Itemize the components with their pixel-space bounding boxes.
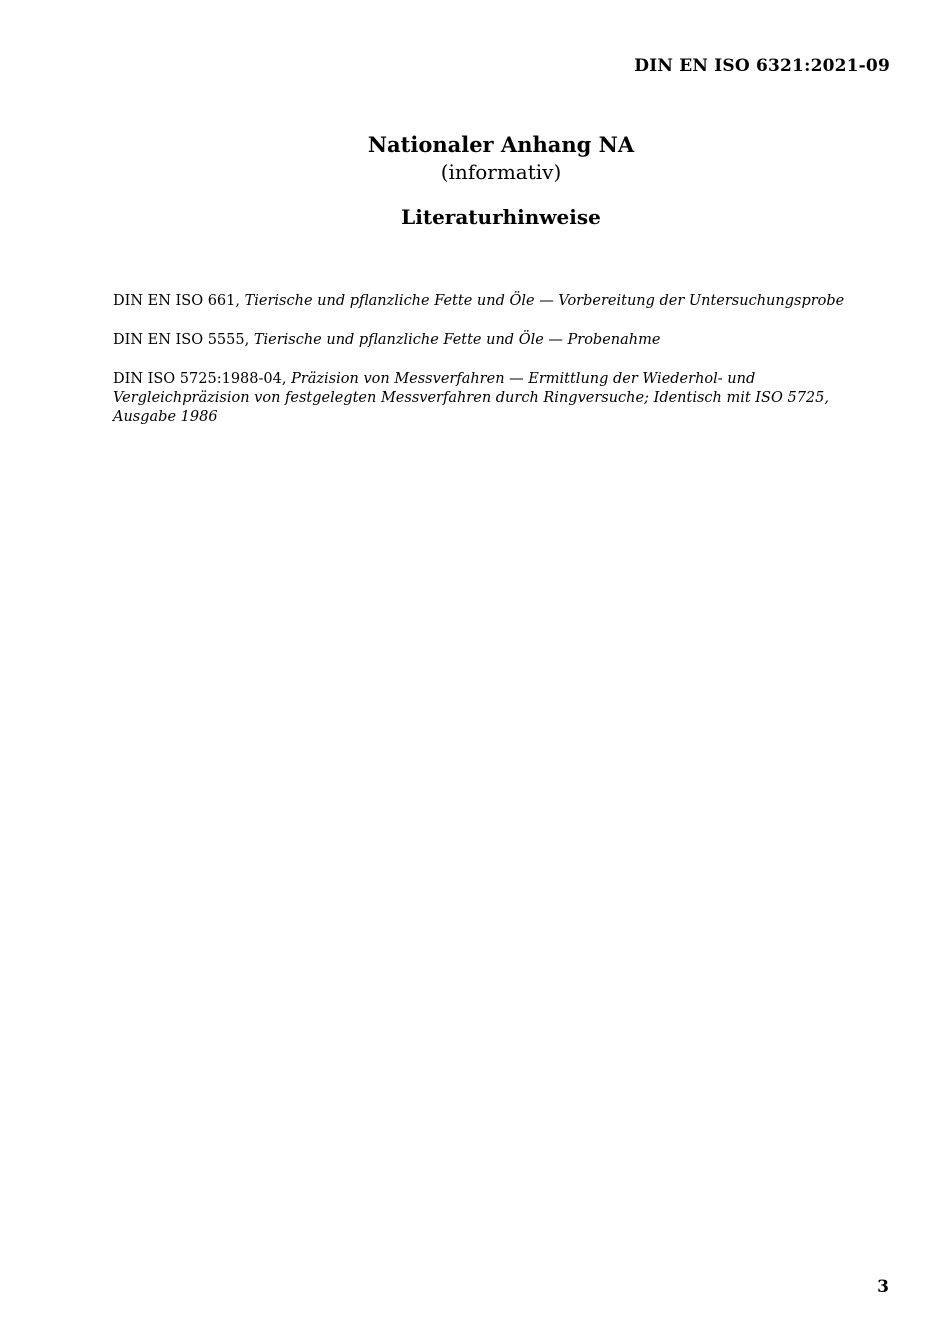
reference-number: DIN ISO 5725:1988-04,	[113, 371, 287, 387]
reference-item	[113, 292, 893, 311]
reference-title: Präzision von Messverfahren — Ermittlung der Wiederhol- und Vergleichpräzision von festgelegten Messverfahren durch Ringversuche; Identisch mit ISO 5725, Ausgabe 1986	[113, 371, 829, 425]
reference-number: DIN EN ISO 5555,	[113, 332, 250, 348]
reference-list	[113, 292, 893, 447]
reference-title: Tierische und pflanzliche Fette und Öle — Vorbereitung der Untersuchungsprobe	[244, 293, 845, 309]
annex-title: Nationaler Anhang NA	[367, 132, 635, 157]
reference-item	[113, 370, 893, 427]
reference-number: DIN EN ISO 661,	[113, 293, 240, 309]
section-title: Literaturhinweise	[401, 205, 601, 229]
reference-item	[113, 331, 893, 350]
annex-subtitle: (informativ)	[440, 160, 562, 184]
annex-heading	[0, 131, 950, 185]
page-number: 3	[877, 1277, 889, 1297]
reference-title: Tierische und pflanzliche Fette und Öle — Probenahme	[253, 332, 661, 348]
document-identifier: DIN EN ISO 6321:2021-09	[634, 56, 890, 76]
